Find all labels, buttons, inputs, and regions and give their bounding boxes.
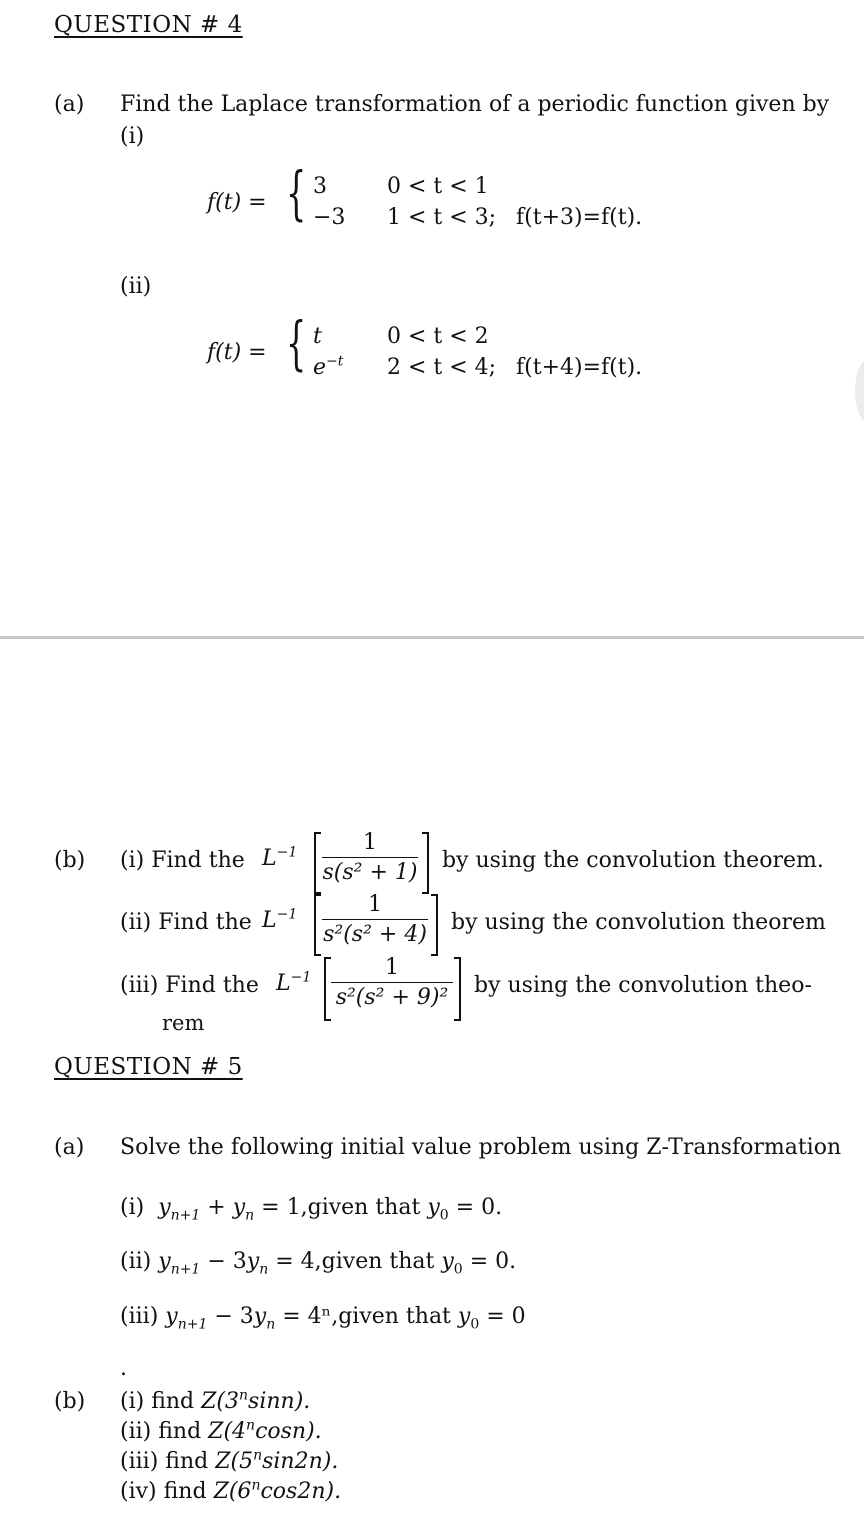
- f1-case2-condition: 1 < t < 3;: [387, 205, 497, 230]
- stray-dot: .: [120, 1356, 127, 1381]
- right-bracket: [422, 832, 429, 894]
- f1-lhs: f(t) =: [207, 190, 267, 215]
- left-bracket: [314, 894, 321, 956]
- item-label: (ii) Find the: [120, 910, 252, 935]
- f1-case1-value: 3: [313, 174, 327, 199]
- z-item-3: (iii) find Z(5$^n$sin2n).: [120, 1447, 339, 1474]
- item-label: (i) Find the: [120, 848, 245, 873]
- item-tail: by using the convolution theo-: [474, 973, 812, 998]
- page-divider: [0, 636, 864, 639]
- f2-brace: {: [286, 309, 307, 377]
- left-bracket: [314, 832, 321, 894]
- f2-case2-condition: 2 < t < 4;: [387, 355, 497, 380]
- z-item-1: (i) find Z(3$^n$sinn).: [120, 1387, 311, 1414]
- fraction: $\frac{1}{\text{s(s² + 1)}}$: [322, 830, 418, 885]
- inverse-operator: $L^{-1}$: [262, 906, 298, 933]
- sub-i-label: (i): [120, 124, 145, 149]
- question-4-heading: QUESTION # 4: [54, 12, 243, 38]
- f1-case1-condition: 0 < t < 1: [387, 174, 489, 199]
- part-a-text: Find the Laplace transformation of a periodic function given by: [120, 92, 830, 117]
- f2-lhs: f(t) =: [207, 340, 267, 365]
- item-continuation: rem: [162, 1011, 205, 1035]
- right-bracket: [431, 894, 438, 956]
- right-bracket: [454, 957, 461, 1021]
- f2-case2-value: $e^{-t}$: [313, 353, 344, 380]
- q5-part-b-label: (b): [54, 1389, 86, 1414]
- f2-period: f(t+4)=f(t).: [516, 355, 643, 380]
- q5-part-a-label: (a): [54, 1135, 85, 1160]
- item-tail: by using the convolution theorem: [451, 910, 826, 935]
- item-label: (iii) Find the: [120, 973, 259, 998]
- z-item-2: (ii) find Z(4$^n$cosn).: [120, 1417, 322, 1444]
- sub-ii-label: (ii): [120, 274, 152, 299]
- ivp-item-1: (i) $y_{n+1} + y_n$ = 1,given that $y_0 = 0$.: [120, 1195, 503, 1224]
- f1-brace: {: [286, 159, 307, 227]
- ivp-item-3: (iii) $y_{n+1} - 3y_n$ = 4ⁿ,given that $y_0 = 0$: [120, 1304, 526, 1333]
- fraction: $\frac{1}{\text{s²(s² + 9)²}}$: [331, 955, 453, 1010]
- question-5-heading: QUESTION # 5: [54, 1054, 243, 1080]
- ivp-item-2: (ii) $y_{n+1} - 3y_n$ = 4,given that $y_0 = 0$.: [120, 1249, 517, 1278]
- f1-case2-value: −3: [313, 205, 346, 230]
- z-item-4: (iv) find Z(6$^n$cos2n).: [120, 1477, 342, 1504]
- left-bracket: [324, 957, 331, 1021]
- part-b-label: (b): [54, 848, 86, 873]
- item-tail: by using the convolution theorem.: [442, 848, 824, 873]
- q5-part-a-text: Solve the following initial value problem using Z-Transformation: [120, 1135, 842, 1160]
- f1-period: f(t+3)=f(t).: [516, 205, 643, 230]
- inverse-operator: $L^{-1}$: [276, 969, 312, 996]
- fraction: $\frac{1}{\text{s²(s² + 4)}}$: [323, 892, 427, 947]
- edge-shadow: [855, 358, 864, 424]
- part-a-label: (a): [54, 92, 85, 117]
- inverse-operator: $L^{-1}$: [262, 844, 298, 871]
- f2-case1-value: t: [313, 324, 322, 349]
- f2-case1-condition: 0 < t < 2: [387, 324, 489, 349]
